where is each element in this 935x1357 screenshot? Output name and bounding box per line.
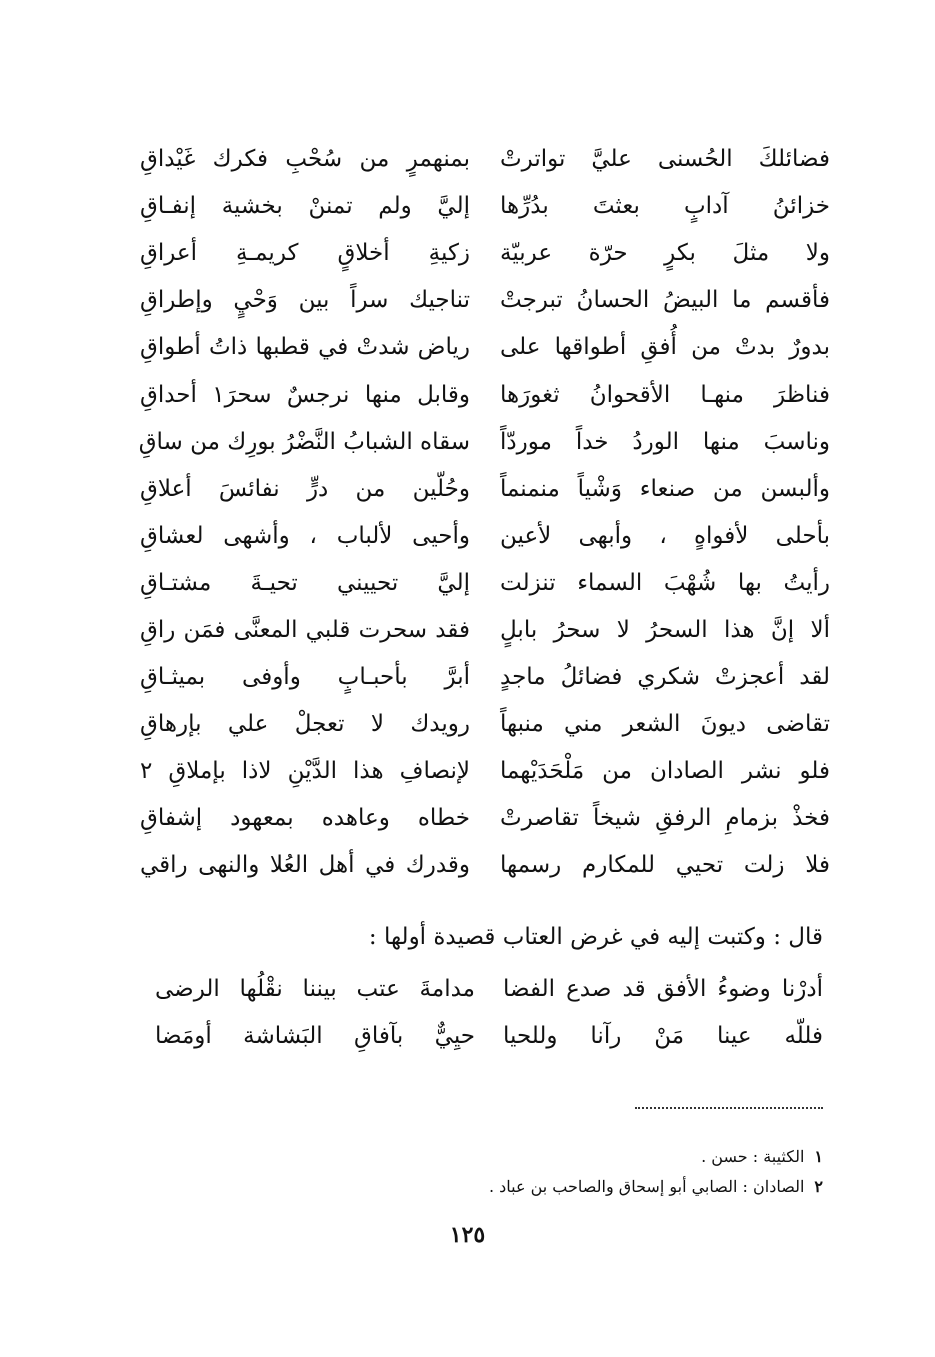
verse-row — [140, 466, 830, 513]
hemistich-second: رياض شدتْ في قطبها ذاتُ أطواقِ — [140, 334, 470, 361]
hemistich-first: أدرْنا وضوءُ الأفق قد صدع الفضا — [503, 976, 823, 1002]
intro-line: قال : وكتبت إليه في غرض العتاب قصيدة أولها : — [368, 924, 823, 950]
hemistich-first: خزائنُ آدابٍ بعثتَ بدُرِّها — [500, 193, 830, 220]
verse-row — [140, 748, 830, 795]
hemistich-first: وألبسن من صنعاء وَشْياً منمنماً — [500, 475, 830, 502]
hemistich-first: ألا إنَّ هذا السحرُ لا سحرُ بابلٍ — [500, 616, 830, 643]
verse-row — [140, 795, 830, 842]
footnote-divider — [635, 1107, 823, 1109]
hemistich-second: وقابل منها نرجسٌ سحرَ١ أحداقِ — [140, 381, 470, 408]
hemistich-first: ولا مثلَ بكرٍ حرّة عربيّة — [500, 240, 830, 267]
footnote-number: ١ — [814, 1147, 823, 1166]
poem-second — [155, 966, 823, 1060]
verse-row — [140, 371, 830, 418]
hemistich-second: إليَّ ولم تمننْ بخشية إنفـاقِ — [140, 193, 470, 220]
verse-row — [140, 419, 830, 466]
footnote-number: ٢ — [814, 1177, 823, 1196]
verse-row — [140, 183, 830, 230]
verse-row — [155, 966, 823, 1013]
hemistich-first: فلا زلت تحيي للمكارم رسمها — [500, 852, 830, 879]
poem-main — [140, 136, 830, 890]
hemistich-first: بدورٌ بدتْ من أُفقِ أطواقها على — [500, 334, 830, 361]
hemistich-first: وناسبَ منها الوردُ خداً موردّاً — [500, 428, 830, 455]
verse-row — [140, 560, 830, 607]
hemistich-first: تقاضى ديونَ الشعر مني منبهاً — [500, 711, 830, 738]
hemistich-second: خطاه وعاهده بمعهود إشفاقِ — [140, 805, 470, 832]
footnote — [489, 1142, 823, 1172]
hemistich-first: فخذْ بزمامِ الرفقِ شيخاً تقاصرتْ — [500, 805, 830, 832]
verse-row — [140, 701, 830, 748]
page-number: ١٢٥ — [449, 1222, 486, 1248]
hemistich-second: لإنصافِ هذا الدَّيْنِ لاذا بإملاقِ ٢ — [140, 758, 470, 785]
hemistich-second: وأحيى لألباب ، وأشهى لعشاقِ — [140, 522, 470, 549]
footnotes — [489, 1142, 823, 1202]
hemistich-second: مدامةَ عتب بيننا نقْلُها الرضى — [155, 976, 475, 1002]
footnote — [489, 1172, 823, 1202]
verse-row — [140, 230, 830, 277]
hemistich-second: فقد سحرت قلبي المعنَّى فمَن راقِ — [140, 616, 470, 643]
hemistich-second: حيِيٌّ بآفاقِ البَشاشة أومَضا — [155, 1023, 475, 1049]
hemistich-first: فناظرَ منهـا الأقحوانُ ثغورَها — [500, 381, 830, 408]
verse-row — [140, 513, 830, 560]
hemistich-second: أبرَّ بأحبـابٍ وأوفى بميثـاقِ — [140, 664, 470, 691]
verse-row — [140, 607, 830, 654]
footnote-text: الصادان : الصابي أبو إسحاق والصاحب بن عباد . — [488, 1177, 805, 1196]
verse-row — [155, 1013, 823, 1060]
hemistich-second: وحُلّين من درٍّ نفائسَ أعلاقِ — [140, 475, 470, 502]
verse-row — [140, 324, 830, 371]
hemistich-first: فللّه عينا مَنْ رآنا وللحيا — [503, 1023, 823, 1049]
hemistich-first: فضائلكَ الحُسنى عليَّ تواترتْ — [500, 146, 830, 173]
hemistich-first: لقد أعجزتْ شكري فضائلُ ماجدٍ — [500, 664, 830, 691]
footnote-text: الكثيبة : حسن . — [701, 1147, 805, 1166]
verse-row — [140, 654, 830, 701]
hemistich-first: فلو نشر الصادان من مَلْحَدَيْهما — [500, 758, 830, 785]
hemistich-second: وقدرك في أهل العُلا والنهى راقي — [140, 852, 470, 879]
hemistich-second: رويدك لا تعجلْ علي بإرهاقِ — [140, 711, 470, 738]
hemistich-first: فأقسم ما البيضُ الحسانُ تبرجتْ — [500, 287, 830, 314]
hemistich-second: تناجيك سراً بين وَحْيٍ وإطراقِ — [140, 287, 470, 314]
hemistich-second: بمنهمرٍ من سُحْبِ فكرك غَيْداقِ — [140, 146, 470, 173]
hemistich-second: زكيةِ أخلاقٍ كريمـةِ أعراقِ — [140, 240, 470, 267]
verse-row — [140, 842, 830, 889]
hemistich-first: بأحلى لأفواهٍ ، وأبهى لأعين — [500, 522, 830, 549]
verse-row — [140, 277, 830, 324]
hemistich-first: رأيتُ بها شُهْبَ السماء تنزلت — [500, 569, 830, 596]
hemistich-second: سقاه الشبابُ النَّضْرُ بورِك من ساقِ — [138, 428, 470, 455]
verse-row — [140, 136, 830, 183]
hemistich-second: إليَّ تحييني تحيـةَ مشتـاقِ — [140, 569, 470, 596]
